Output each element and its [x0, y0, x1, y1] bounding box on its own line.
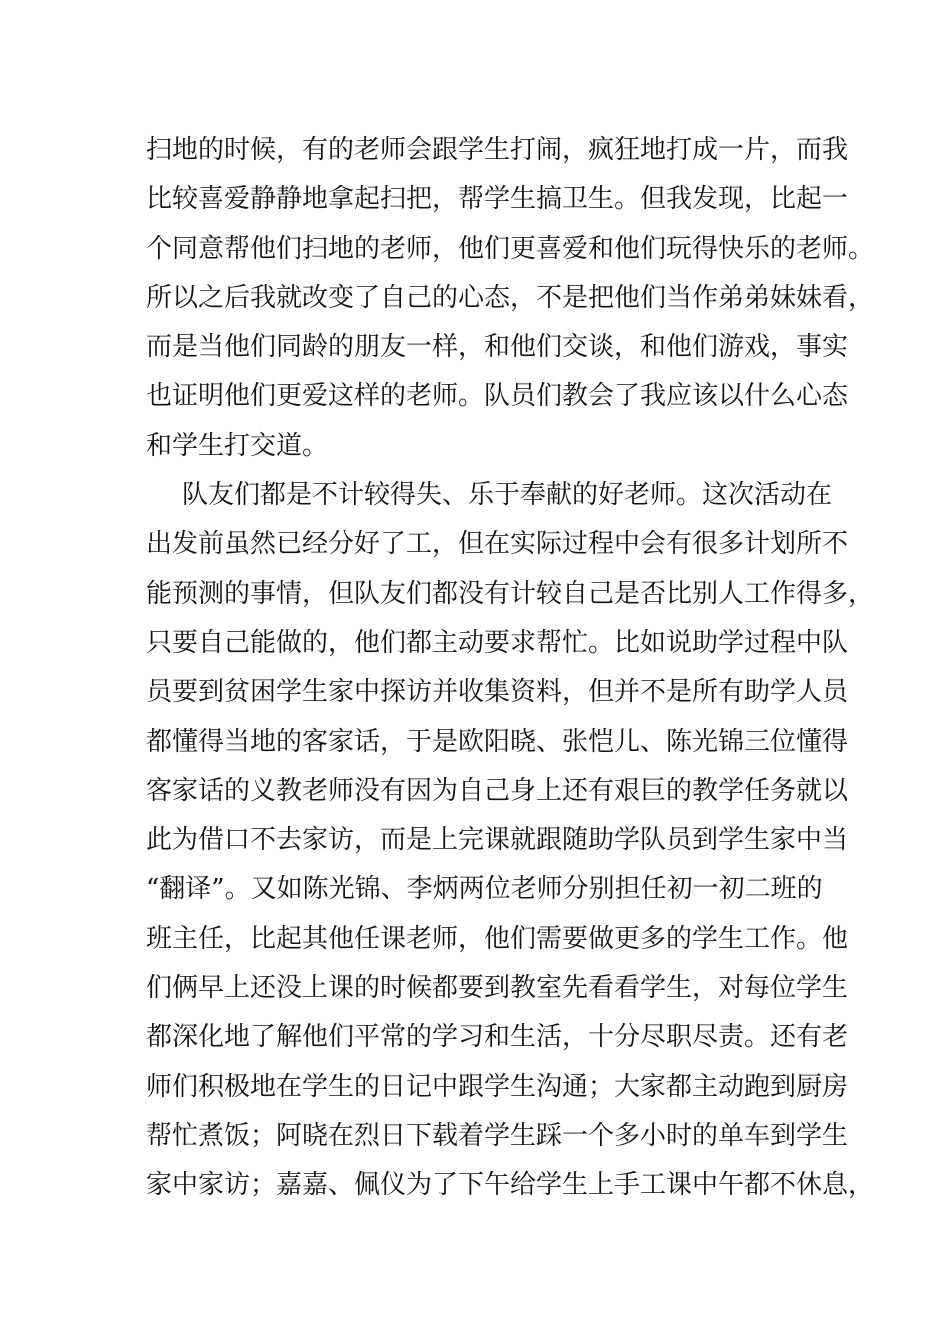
text-line: 都深化地了解他们平常的学习和生活，十分尽职尽责。还有老	[146, 1022, 849, 1053]
text-line: 家中家访；嘉嘉、佩仪为了下午给学生上手工课中午都不休息，	[146, 1170, 875, 1201]
text-line: 们俩早上还没上课的时候都要到教室先看看学生，对每位学生	[146, 973, 849, 1004]
text-line: 和学生打交道。	[146, 430, 329, 461]
text-line: 比较喜爱静静地拿起扫把，帮学生搞卫生。但我发现，比起一	[146, 184, 849, 215]
text-line: 出发前虽然已经分好了工，但在实际过程中会有很多计划所不	[146, 529, 849, 560]
text-line: 扫地的时候，有的老师会跟学生打闹，疯狂地打成一片，而我	[146, 135, 849, 165]
text-line: 帮忙煮饭；阿晓在烈日下载着学生踩一个多小时的单车到学生	[146, 1120, 849, 1151]
text-line: 也证明他们更爱这样的老师。队员们教会了我应该以什么心态	[146, 381, 849, 412]
text-line: 能预测的事情，但队友们都没有计较自己是否比别人工作得多，	[146, 578, 875, 609]
text-line: 员要到贫困学生家中探访并收集资料，但并不是所有助学人员	[146, 677, 849, 708]
text-line: “翻译”。又如陈光锦、李炳两位老师分别担任初一初二班的	[146, 874, 823, 905]
body-text	[146, 126, 875, 1260]
text-line: 此为借口不去家访，而是上完课就跟随助学队员到学生家中当	[146, 825, 849, 856]
paragraph	[146, 471, 875, 1260]
paragraph	[146, 126, 875, 471]
text-line: 而是当他们同龄的朋友一样，和他们交谈，和他们游戏，事实	[146, 332, 849, 363]
text-line: 个同意帮他们扫地的老师，他们更喜爱和他们玩得快乐的老师。	[146, 233, 875, 264]
text-line: 都懂得当地的客家话，于是欧阳晓、张恺儿、陈光锦三位懂得	[146, 726, 849, 757]
text-line: 客家话的义教老师没有因为自己身上还有艰巨的教学任务就以	[146, 775, 849, 806]
text-line: 班主任，比起其他任课老师，他们需要做更多的学生工作。他	[146, 923, 849, 954]
text-line	[146, 1211, 826, 1260]
text-line: 所以之后我就改变了自己的心态，不是把他们当作弟弟妹妹看，	[146, 282, 875, 313]
text-line: 队友们都是不计较得失、乐于奉献的好老师。这次活动在	[182, 480, 833, 511]
text-line: 师们积极地在学生的日记中跟学生沟通；大家都主动跑到厨房	[146, 1071, 849, 1102]
text-line: 只要自己能做的，他们都主动要求帮忙。比如说助学过程中队	[146, 627, 849, 658]
